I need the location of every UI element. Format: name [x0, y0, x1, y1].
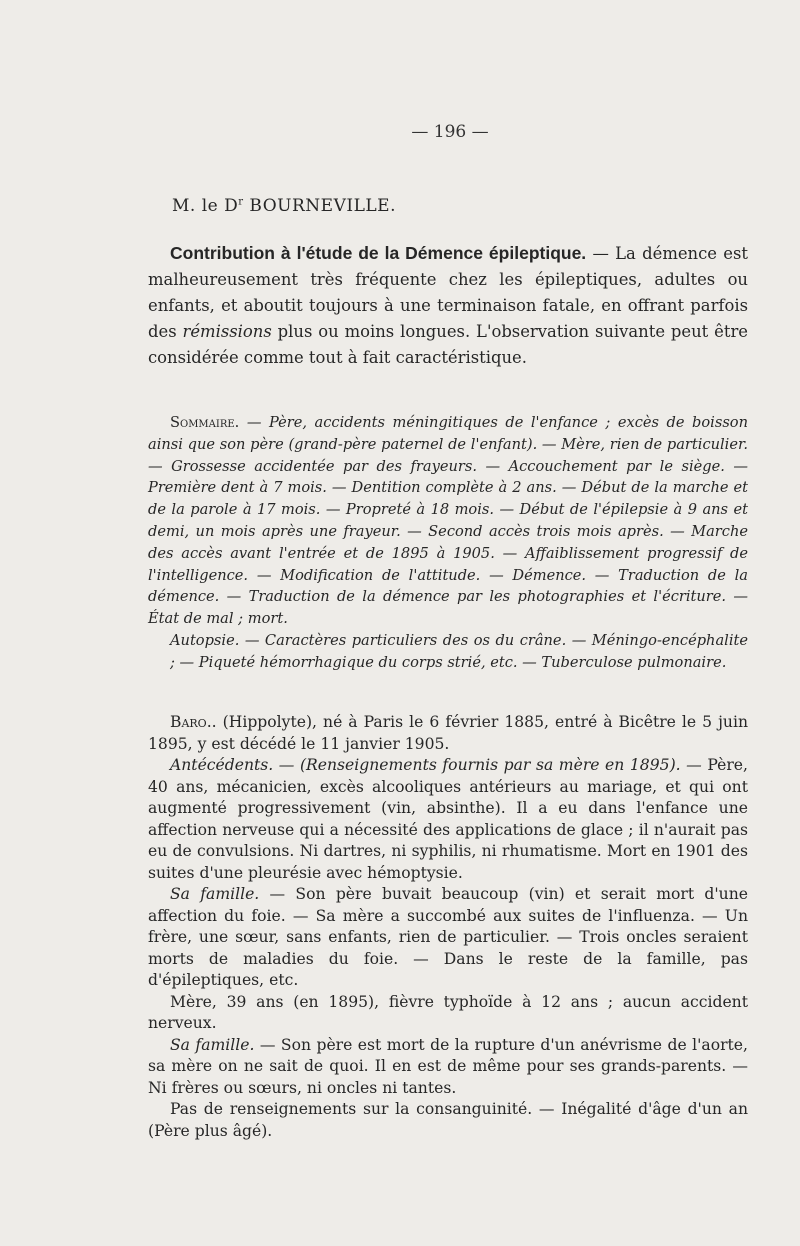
- antecedents-text: Père, 40 ans, mécanicien, excès alcooliques antérieurs au mariage, et qui ont augmenté progressivement (vin, absinthe). Il a eu dans l'enfance une affection nerveuse qui a nécessité des applications de glace ; il n'aurait pas eu de convulsions. Ni dartres, ni syphilis, ni rhumatisme. Mort en 1901 des suites d'une pleurésie avec hémoptysie.: [148, 756, 748, 882]
- intro-dash: —: [586, 244, 616, 263]
- antecedents-paragraph: [148, 755, 748, 884]
- antecedents-note: — (Renseignements fournis par sa mère en 1895). —: [273, 756, 702, 774]
- father-family-text: — Son père buvait beaucoup (vin) et serait mort d'une affection du foie. — Sa mère a succombé aux suites de l'influenza. — Un frère, une sœur, sans enfants, rien de particulier. — Trois oncles seraient morts de maladies du foie. — Dans le reste de la famille, pas d'épileptiques, etc.: [148, 885, 748, 989]
- consanguinity-paragraph: Pas de renseignements sur la consanguinité. — Inégalité d'âge d'un an (Père plus âgé).: [148, 1100, 748, 1140]
- page-number: — 196 —: [411, 122, 489, 142]
- summary-section: [148, 412, 748, 674]
- mother-family-label: Sa famille.: [170, 1035, 255, 1054]
- patient-paragraph: [148, 712, 748, 755]
- mother-family-paragraph: [148, 1035, 748, 1100]
- intro-text: La démence est malheureusement très fréquente chez les épileptiques, adultes ou enfants, et aboutit toujours à une terminaison fatale, en offrant parfois des: [148, 244, 748, 341]
- father-family-label: Sa famille.: [170, 885, 260, 903]
- intro-emphasis: rémissions: [182, 322, 272, 341]
- antecedents-label: Antécédents.: [170, 756, 274, 774]
- intro-text-2: plus ou moins longues. L'observation suivante peut être considérée comme tout à fait caractéristique.: [148, 322, 748, 367]
- article-title: Contribution à l'étude de la Démence épileptique.: [170, 243, 587, 263]
- summary-paragraph: [148, 412, 748, 630]
- summary-text: — Père, accidents méningitiques de l'enfance ; excès de boisson ainsi que son père (grand-père paternel de l'enfant). — Mère, rien de particulier. — Grossesse accidentée par des frayeurs. — Accouchement par le siège. — Première dent à 7 mois. — Dentition complète à 2 ans. — Début de la marche et de la parole à 17 mois. — Propreté à 18 mois. — Début de l'épilepsie à 9 ans et demi, un mois après une frayeur. — Second accès trois mois après. — Marche des accès avant l'entrée et de 1895 à 1905. — Affaiblissement progressif de l'intelligence. — Modification de l'attitude. — Démence. — Traduction de la démence. — Traduction de la démence par les photographies et l'écriture. — État de mal ; mort.: [148, 414, 748, 628]
- autopsy-paragraph: Autopsie. — Caractères particuliers des os du crâne. — Méningo-encéphalite ; — Piqueté hémorrhagique du corps strié, etc. — Tuberculose pulmonaire.: [170, 631, 748, 671]
- mother-paragraph: Mère, 39 ans (en 1895), fièvre typhoïde à 12 ans ; aucun accident nerveux.: [148, 992, 748, 1032]
- author-sup: r: [238, 196, 244, 208]
- patient-text: (Hippolyte), né à Paris le 6 février 1885, entré à Bicêtre le 5 juin 1895, y est décédé le 11 janvier 1905.: [148, 713, 748, 753]
- author-line: [172, 196, 396, 216]
- father-family-paragraph: [148, 884, 748, 992]
- summary-label: Sommaire.: [170, 414, 240, 431]
- author-name: BOURNEVILLE.: [243, 196, 396, 216]
- mother-family-text: — Son père est mort de la rupture d'un anévrisme de l'aorte, sa mère on ne sait de quoi. Il en est de même pour ses grands-parents. — Ni frères ou sœurs, ni oncles ni tantes.: [148, 1035, 748, 1097]
- author-prefix: M. le D: [172, 196, 239, 216]
- case-text: [148, 712, 748, 1142]
- patient-name: Baro..: [170, 713, 217, 731]
- intro-paragraph: [148, 240, 748, 371]
